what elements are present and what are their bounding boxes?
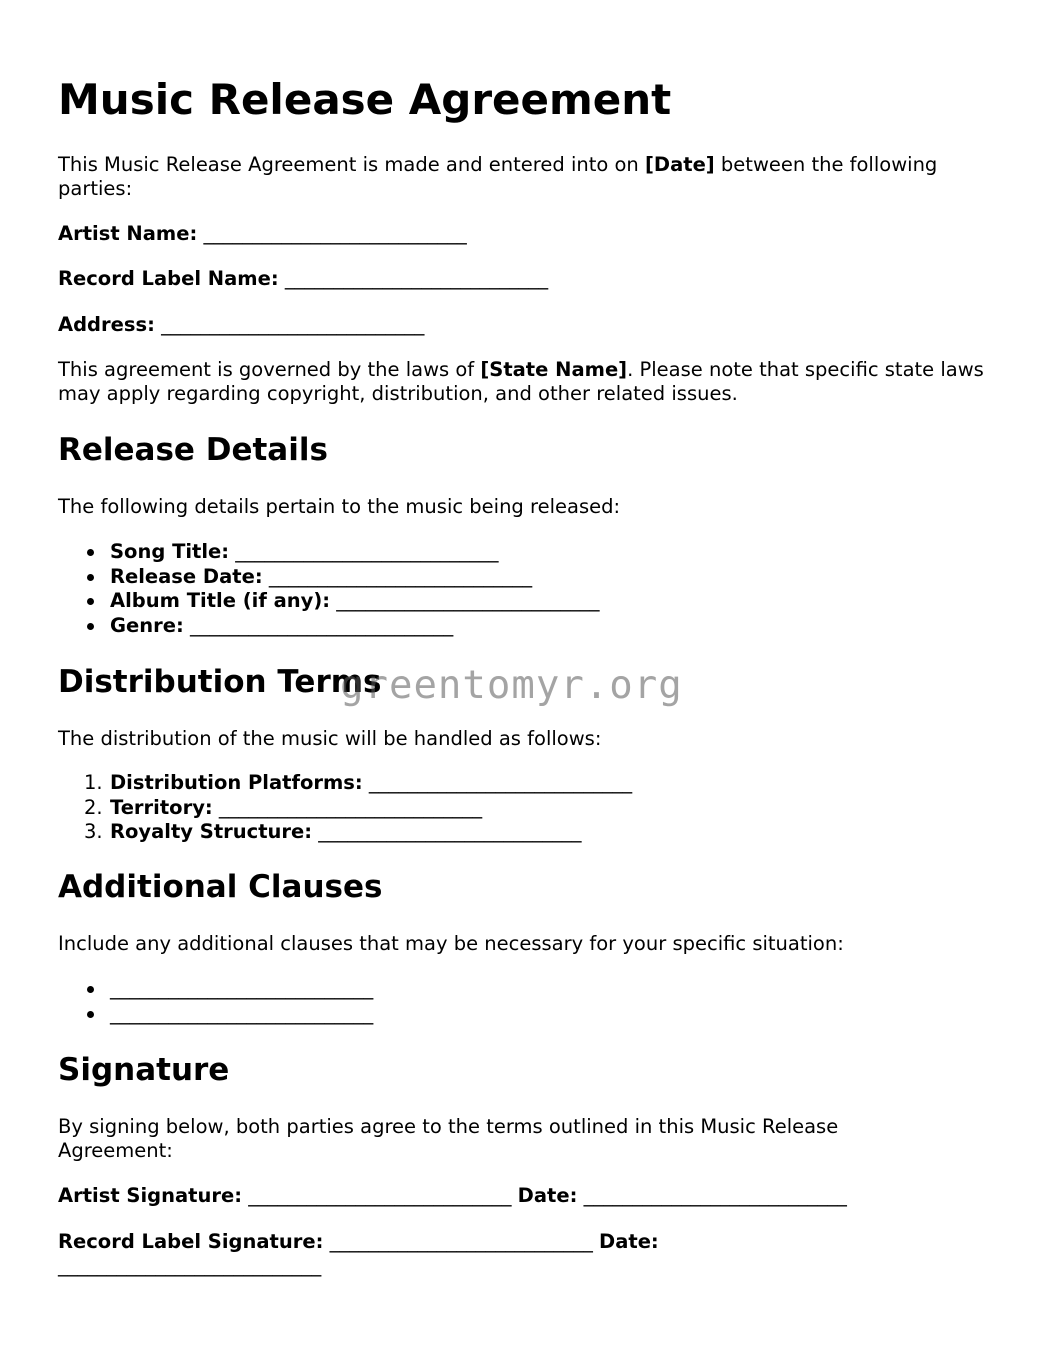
royalty-structure-blank[interactable]: ___________________________ — [318, 820, 582, 844]
release-details-list — [58, 540, 600, 639]
distribution-terms-intro: The distribution of the music will be handled as follows: — [58, 727, 602, 750]
watermark: greentomyr.org — [340, 663, 683, 708]
royalty-structure-label: Royalty Structure: — [110, 820, 313, 844]
artist-name-label: Artist Name: — [58, 222, 198, 245]
distribution-platforms-label: Distribution Platforms: — [110, 771, 363, 794]
governing-law-paragraph — [58, 358, 998, 406]
list-item — [58, 614, 600, 639]
record-label-date-label: Date: — [599, 1230, 659, 1253]
song-title-blank[interactable]: ___________________________ — [235, 540, 499, 563]
list-number: 1. — [84, 771, 103, 794]
release-date-blank[interactable]: ___________________________ — [268, 564, 533, 588]
address-label: Address: — [58, 313, 155, 336]
intro-text-pre: This Music Release Agreement is made and entered into on — [58, 153, 645, 176]
address-field — [58, 313, 424, 337]
album-title-blank[interactable]: ___________________________ — [336, 589, 600, 613]
additional-clauses-heading: Additional Clauses — [58, 869, 383, 905]
song-title-label: Song Title: — [110, 540, 230, 563]
signature-heading: Signature — [58, 1052, 230, 1088]
genre-label: Genre: — [110, 614, 184, 638]
artist-name-blank[interactable]: ___________________________ — [203, 222, 467, 245]
list-item — [58, 1002, 373, 1027]
distribution-platforms-blank[interactable]: ___________________________ — [368, 771, 633, 794]
genre-blank[interactable]: ___________________________ — [189, 614, 454, 638]
artist-date-blank[interactable]: ___________________________ — [583, 1184, 847, 1207]
list-item — [58, 589, 600, 614]
intro-text-post: between the following parties: — [58, 153, 938, 200]
artist-name-field — [58, 222, 467, 246]
list-item — [58, 796, 632, 821]
page-title: Music Release Agreement — [58, 75, 672, 124]
governing-text-post: . Please note that specific state laws may apply regarding copyright, distribution, and other related issues. — [58, 358, 984, 405]
artist-signature-line — [58, 1184, 847, 1208]
state-placeholder: [State Name] — [480, 358, 628, 381]
signature-intro: By signing below, both parties agree to the terms outlined in this Music Release Agreement: — [58, 1115, 839, 1162]
list-number: 2. — [84, 795, 103, 819]
list-item — [58, 540, 600, 565]
clause-blank[interactable]: ___________________________ — [110, 977, 374, 1000]
list-number: 3. — [84, 820, 103, 844]
clause-blank[interactable]: ___________________________ — [110, 1001, 374, 1025]
record-label-name-label: Record Label Name: — [58, 267, 279, 290]
address-blank[interactable]: ___________________________ — [161, 313, 425, 336]
territory-blank[interactable]: ___________________________ — [218, 795, 483, 819]
additional-clauses-list — [58, 977, 373, 1026]
territory-label: Territory: — [110, 795, 213, 819]
record-label-signature-line — [58, 1230, 758, 1278]
list-item — [58, 820, 632, 845]
list-item — [58, 565, 600, 590]
artist-date-label: Date: — [517, 1184, 578, 1207]
list-item — [58, 771, 632, 796]
governing-text-pre: This agreement is governed by the laws of — [58, 358, 481, 381]
record-label-name-blank[interactable]: ___________________________ — [284, 267, 549, 290]
intro-paragraph — [58, 153, 998, 201]
artist-signature-label: Artist Signature: — [58, 1184, 243, 1207]
record-label-signature-label: Record Label Signature: — [58, 1230, 324, 1253]
distribution-terms-list — [58, 771, 632, 845]
distribution-terms-heading: Distribution Terms — [58, 664, 382, 700]
date-placeholder: [Date] — [645, 153, 715, 176]
release-details-heading: Release Details — [58, 432, 328, 468]
record-label-date-blank[interactable]: ___________________________ — [58, 1254, 322, 1277]
additional-clauses-intro: Include any additional clauses that may be necessary for your specific situation: — [58, 932, 844, 955]
album-title-label: Album Title (if any): — [110, 589, 331, 613]
release-details-intro: The following details pertain to the music being released: — [58, 495, 621, 518]
list-item — [58, 977, 373, 1002]
record-label-name-field — [58, 267, 548, 291]
release-date-label: Release Date: — [110, 564, 263, 588]
record-label-signature-blank[interactable]: ___________________________ — [329, 1230, 593, 1253]
artist-signature-blank[interactable]: ___________________________ — [248, 1184, 512, 1207]
